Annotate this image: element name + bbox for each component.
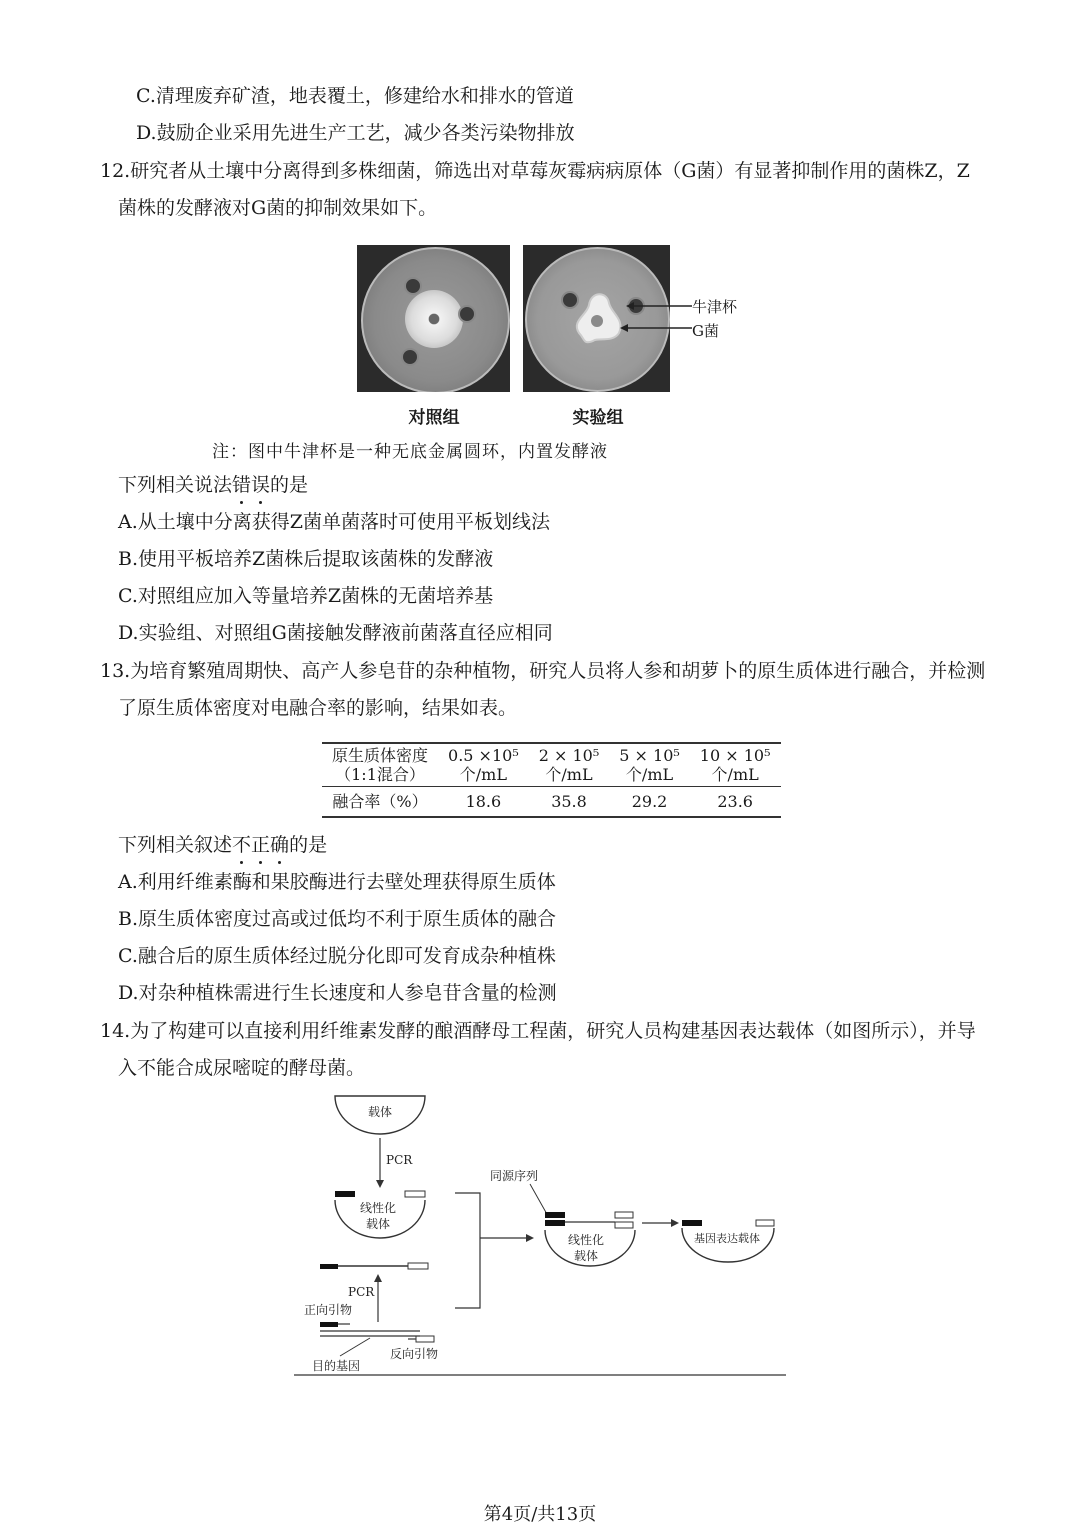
linear-vector-label-3: 线性化 bbox=[567, 1233, 605, 1247]
table-cell: 18.6 bbox=[438, 787, 529, 818]
q13-option-b: B.原生质体密度过高或过低均不利于原生质体的融合 bbox=[118, 908, 557, 930]
table-row bbox=[322, 743, 781, 787]
emphasis-dot: 正 bbox=[251, 834, 271, 856]
q12-stem-line1: 12.研究者从土壤中分离得到多株细菌，筛选出对草莓灰霉病病原体（G菌）有显著抑制作用的菌株Z，Z bbox=[100, 160, 970, 182]
q12-stem-line2: 菌株的发酵液对G菌的抑制效果如下。 bbox=[118, 197, 438, 219]
q13-stem-line2: 了原生质体密度对电融合率的影响，结果如表。 bbox=[118, 697, 518, 719]
q12-option-a: A.从土壤中分离获得Z菌单菌落时可使用平板划线法 bbox=[118, 511, 550, 533]
q13-option-a: A.利用纤维素酶和果胶酶进行去壁处理获得原生质体 bbox=[118, 871, 556, 893]
pcr-bottom-label: PCR bbox=[348, 1285, 375, 1299]
q13-question: 下列相关叙述不正确的是 bbox=[118, 834, 328, 856]
target-gene-label: 目的基因 bbox=[312, 1359, 361, 1373]
caption-experiment: 实验组 bbox=[572, 408, 624, 428]
table-row bbox=[322, 787, 781, 818]
vector-label: 载体 bbox=[367, 1105, 393, 1119]
table-cell: 5 × 10⁵ 个/mL bbox=[619, 746, 680, 784]
reverse-primer-label: 反向引物 bbox=[390, 1347, 439, 1361]
q13-option-d: D.对杂种植株需进行生长速度和人参皂苷含量的检测 bbox=[118, 982, 557, 1004]
table-cell: 29.2 bbox=[609, 787, 690, 818]
control-cup-3 bbox=[401, 348, 419, 366]
label-oxford-cup: 牛津杯 bbox=[692, 298, 738, 316]
table-row-label: 融合率（%） bbox=[322, 787, 438, 818]
q11-option-c: C.清理废弃矿渣，地表覆土，修建给水和排水的管道 bbox=[136, 85, 574, 107]
homologous-label: 同源序列 bbox=[490, 1169, 539, 1183]
control-colony bbox=[405, 290, 463, 348]
emphasis-dot: 错 bbox=[232, 474, 252, 496]
table-cell: 2 × 10⁵ 个/mL bbox=[538, 746, 600, 784]
table-header-density: 原生质体密度 （1:1混合） bbox=[332, 746, 429, 784]
control-cup-2 bbox=[458, 305, 476, 323]
figure-pointers bbox=[620, 290, 700, 340]
q13-option-c: C.融合后的原生质体经过脱分化即可发育成杂种植株 bbox=[118, 945, 556, 967]
q14-stem-line2: 入不能合成尿嘧啶的酵母菌。 bbox=[118, 1057, 366, 1079]
experiment-cup-1 bbox=[561, 291, 579, 309]
emphasis-dot: 不 bbox=[232, 834, 252, 856]
linear-vector-label-2: 载体 bbox=[365, 1217, 391, 1231]
table-cell: 10 × 10⁵ 个/mL bbox=[699, 746, 771, 784]
emphasis-dot: 误 bbox=[251, 474, 271, 496]
linear-vector-label-1: 线性化 bbox=[359, 1201, 397, 1215]
expression-vector-label: 基因表达载体 bbox=[694, 1232, 760, 1245]
vector-construction-diagram bbox=[290, 1088, 790, 1378]
q12-option-d: D.实验组、对照组G菌接触发酵液前菌落直径应相同 bbox=[118, 622, 553, 644]
q14-stem-line1: 14.为了构建可以直接利用纤维素发酵的酿酒酵母工程菌，研究人员构建基因表达载体（如图所示），并导 bbox=[100, 1020, 976, 1042]
table-cell: 0.5 ×10⁵ 个/mL bbox=[448, 746, 519, 784]
q11-option-d: D.鼓励企业采用先进生产工艺，减少各类污染物排放 bbox=[136, 122, 575, 144]
q12-question: 下列相关说法错误的是 bbox=[118, 474, 309, 496]
density-table bbox=[322, 742, 781, 818]
q12-option-b: B.使用平板培养Z菌株后提取该菌株的发酵液 bbox=[118, 548, 494, 570]
table-cell: 23.6 bbox=[690, 787, 781, 818]
linear-vector-label-4: 载体 bbox=[573, 1249, 599, 1263]
control-plate-image bbox=[357, 245, 510, 392]
emphasis-dot: 确 bbox=[270, 834, 290, 856]
label-g-fungus: G菌 bbox=[692, 322, 719, 340]
caption-control: 对照组 bbox=[408, 408, 460, 428]
page-footer: 第4页/共13页 bbox=[483, 1504, 597, 1525]
forward-primer-label: 正向引物 bbox=[304, 1303, 353, 1317]
q12-option-c: C.对照组应加入等量培养Z菌株的无菌培养基 bbox=[118, 585, 494, 607]
figure-note: 注：图中牛津杯是一种无底金属圆环，内置发酵液 bbox=[212, 442, 608, 462]
table-cell: 35.8 bbox=[529, 787, 610, 818]
q13-stem-line1: 13.为培育繁殖周期快、高产人参皂苷的杂种植物，研究人员将人参和胡萝卜的原生质体进行融合，并检测 bbox=[100, 660, 986, 682]
control-cup-1 bbox=[404, 277, 422, 295]
pcr-top-label: PCR bbox=[386, 1153, 413, 1167]
